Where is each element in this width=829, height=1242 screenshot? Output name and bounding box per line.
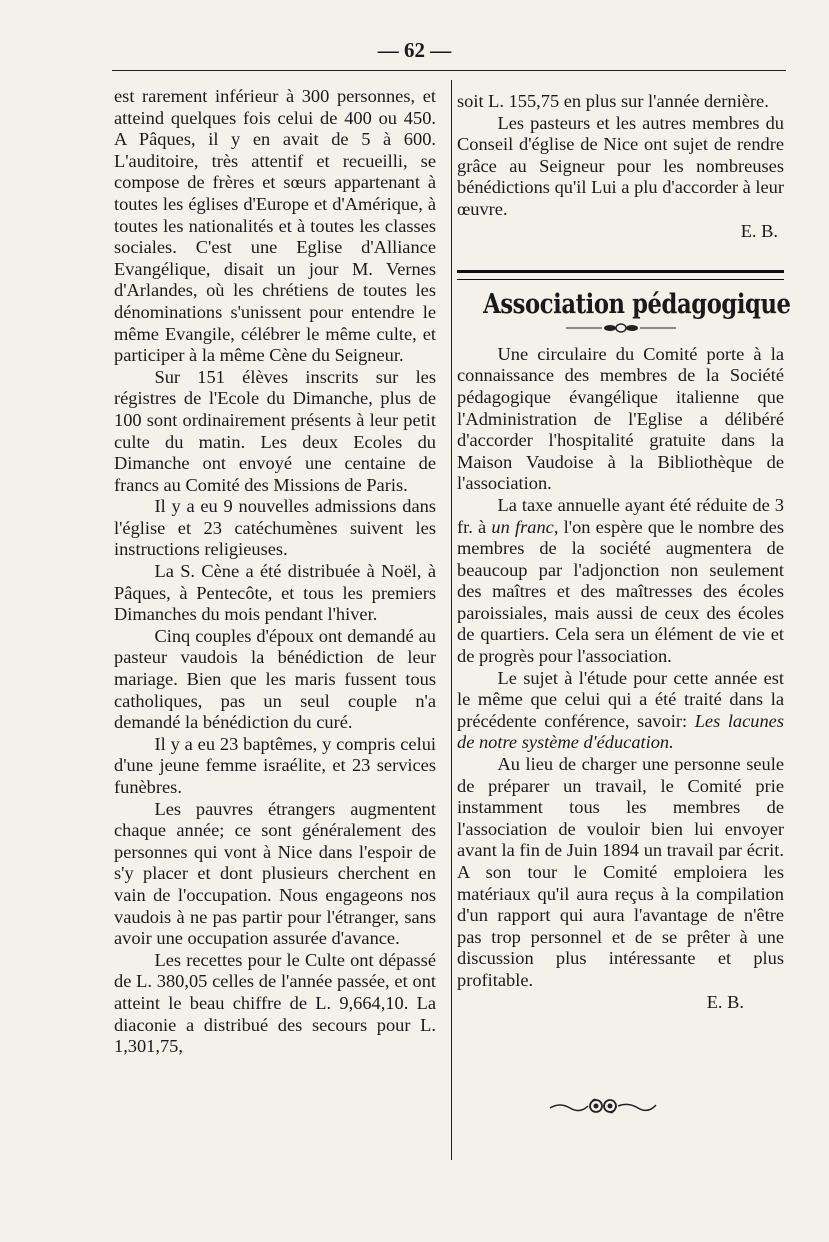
left-paragraph-7: Les pauvres étrangers augmentent chaque année; ce sont généralement des personnes qui vont à Nice dans l'espoir de s'y placer et dont plusieurs cherchent en vain de l'occupation. Nous engageons nos vaudois à ne pas partir pour l'étranger, sans avoir une occupation assurée d'avance. xyxy=(114,798,436,949)
article-paragraph-2-end: , l'on espère que le nombre des membres de la société augmentera de beaucoup par l'adjonction non seulement des maîtres et des maîtresses des écoles paroissiales, mais aussi de ceux des écoles de quartiers. Cela sera un élément de vie et de progrès pour l'association. xyxy=(457,516,784,667)
left-paragraph-6: Il y a eu 23 baptêmes, y compris celui d'une jeune femme israélite, et 23 services funèbres. xyxy=(114,733,436,797)
title-ornament-icon xyxy=(566,322,676,334)
signature-eb-1: E. B. xyxy=(740,220,778,241)
left-column xyxy=(114,86,436,1058)
left-paragraph-1: est rarement inférieur à 300 personnes, et atteind quelques fois celui de 400 ou 450. A Pâques, il y en avait de 5 à 600. L'auditoire, très attentif et recueilli, se compose de frères et sœurs appartenant à toutes les églises d'Europe et d'Amérique, à toutes les nationalités et à toutes les classes sociales. C'est une Eglise d'Alliance Evangélique, disait un jour M. Vernes d'Arlandes, où les chrétiens de toutes les dénominations s'unissent pour entendre le même Evangile, célébrer le même culte, et participer à la même Cène du Seigneur. xyxy=(114,86,436,366)
section-double-rule xyxy=(457,270,784,280)
article-title: Association pédagogique xyxy=(483,289,791,321)
closing-paragraph: Les pasteurs et les autres membres du Conseil d'église de Nice ont sujet de rendre grâce au Seigneur pour les nombreuses bénédictions qu'il Lui a plu d'accorder à leur œuvre. xyxy=(457,112,784,219)
left-paragraph-2: Sur 151 élèves inscrits sur les régistres de l'Ecole du Dimanche, plus de 100 sont ordinairement présents à leur petit culte du matin. Les deux Ecoles du Dimanche ont envoyé une centaine de francs au Comité des Missions de Paris. xyxy=(114,366,436,495)
continuation-paragraph: soit L. 155,75 en plus sur l'année dernière. xyxy=(457,91,769,111)
article-paragraph-4: Au lieu de charger une personne seule de préparer un travail, le Comité prie instamment tous les membres de l'association de vouloir bien lui envoyer avant la fin de Juin 1894 un travail par écrit. A son tour le Comité emploiera les matériaux qu'il aura reçus à la compilation d'un rapport qui aura l'avantage de n'être pas trop personnel et de se prêter à une discussion plus intéressante et plus profitable. xyxy=(457,754,784,990)
column-divider xyxy=(451,80,452,1160)
article-paragraph-2-italic: un franc xyxy=(491,516,554,537)
article-paragraph-3 xyxy=(457,668,784,754)
left-paragraph-8: Les recettes pour le Culte ont dépassé de L. 380,05 celles de l'année passée, et ont atteint le beau chiffre de L. 9,664,10. La diaconie a distribué des secours pour L. 1,301,75, xyxy=(114,949,436,1057)
left-paragraph-3: Il y a eu 9 nouvelles admissions dans l'église et 23 catéchumènes suivent les instructions religieuses. xyxy=(114,496,436,560)
article-paragraph-2 xyxy=(457,495,784,668)
article-paragraph-1: Une circulaire du Comité porte à la connaissance des membres de la Société pédagogique évangélique italienne que l'Administration de l'Eglise a délibéré d'accorder l'hospitalité gratuite dans la Maison Vaudoise à la Bibliothèque de l'association. xyxy=(457,343,784,494)
left-paragraph-4: La S. Cène a été distribuée à Noël, à Pâques, à Pentecôte, et tous les premiers Dimanches du mois pendant l'hiver. xyxy=(114,561,436,625)
right-column xyxy=(457,91,791,1013)
article-paragraph-2-start: La taxe annuelle ayant été réduite de 3 fr. à xyxy=(457,494,784,537)
end-ornament-icon xyxy=(548,1094,658,1118)
page-number: — 62 — xyxy=(377,38,452,62)
signature-eb-2: E. B. xyxy=(706,991,744,1012)
left-paragraph-5: Cinq couples d'époux ont demandé au pasteur vaudois la bénédiction de leur mariage. Bien que les maris fussent tous catholiques, pas un seul couple n'a demandé la bénédiction du curé. xyxy=(114,625,436,733)
article-paragraph-3-italic: Les lacunes de notre système d'éducation. xyxy=(457,710,784,753)
header-rule xyxy=(112,70,786,71)
article-paragraph-3-start: Le sujet à l'étude pour cette année est le même que celui qui a été traité dans la précédente conférence, savoir: xyxy=(457,667,784,731)
